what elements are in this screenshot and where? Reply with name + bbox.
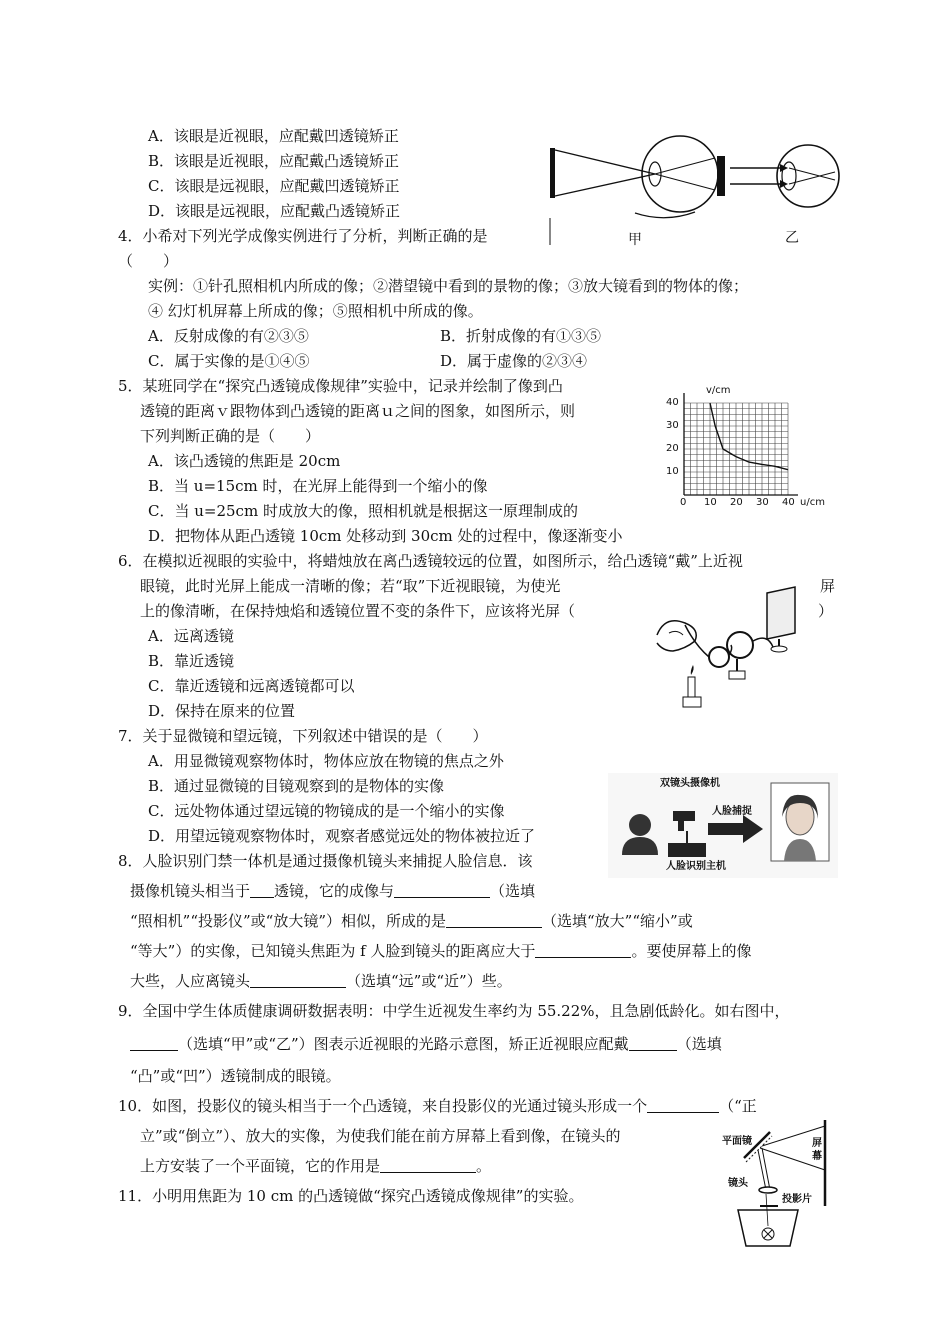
q4-option-b: B．折射成像的有①③⑤ (440, 327, 602, 345)
chart-xtick: 10 (704, 497, 717, 508)
q5-stem-2: 透镜的距离ｖ跟物体到凸透镜的距离ｕ之间的图象，如图所示，则 (140, 402, 576, 420)
fig-lens-label: 镜头 (728, 1178, 748, 1189)
projector-figure (722, 1118, 840, 1250)
q6-option-c: C．靠近透镜和远离透镜都可以 (148, 677, 355, 695)
chart-xtick: 20 (730, 497, 743, 508)
q7-option-b: B．通过显微镜的目镜观察到的是物体的实像 (148, 777, 445, 795)
q6-option-a: A．远离透镜 (148, 627, 234, 645)
q8-stem-2: 摄像机镜头相当于 透镜，它的成像与 （选填 (130, 882, 536, 900)
q4-option-d: D．属于虚像的②③④ (440, 352, 588, 370)
q3-option-d: D．该眼是远视眼，应配戴凸透镜矫正 (148, 202, 401, 220)
q4-examples-2: ④ 幻灯机屏幕上所成的像；⑤照相机中所成的像。 (148, 302, 483, 320)
q5-option-a: A．该凸透镜的焦距是 20cm (148, 452, 341, 470)
chart-xlabel: u/cm (800, 497, 825, 508)
blank[interactable] (250, 883, 274, 898)
q7-stem: 7．关于显微镜和望远镜，下列叙述中错误的是（ ） (118, 727, 488, 745)
q8-stem-5: 大些，人应离镜头 （选填“远”或“近”）些。 (130, 972, 512, 990)
q10-stem-2: 立”或“倒立”）、放大的实像，为使我们能在前方屏幕上看到像，在镜头的 (140, 1127, 621, 1145)
chart-ytick: 10 (666, 466, 679, 477)
q7-option-a: A．用显微镜观察物体时，物体应放在物镜的焦点之外 (148, 752, 504, 770)
q5-option-c: C．当 u=25cm 时成放大的像，照相机就是根据这一原理制成的 (148, 502, 578, 520)
chart-xtick: 40 (782, 497, 795, 508)
q4-stem: 4．小希对下列光学成像实例进行了分析，判断正确的是 (118, 227, 488, 245)
q6-option-b: B．靠近透镜 (148, 652, 235, 670)
blank[interactable] (250, 973, 346, 988)
chart-ylabel: v/cm (706, 385, 731, 396)
q4-examples-1: 实例：①针孔照相机内所成的像；②潜望镜中看到的景物的像；③放大镜看到的物体的像； (148, 277, 749, 295)
face-recognition-figure (608, 773, 838, 878)
fig-slide-label: 投影片 (782, 1194, 812, 1205)
blank[interactable] (394, 883, 490, 898)
q4-paren: （ ） (118, 252, 179, 270)
q6-stem-2b: 屏 (820, 577, 836, 595)
q6-stem-2: 眼镜，此时光屏上能成一清晰的像；若“取”下近视眼镜，为使光 (140, 577, 561, 595)
fig-host-label: 人脸识别主机 (666, 861, 726, 872)
chart-xtick: 30 (756, 497, 769, 508)
q5-option-b: B．当 u=15cm 时，在光屏上能得到一个缩小的像 (148, 477, 488, 495)
eye-figure (545, 128, 845, 250)
fig-label-yi: 乙 (785, 230, 799, 246)
chart-ytick: 40 (666, 397, 679, 408)
blank[interactable] (647, 1098, 719, 1113)
q10-stem-1: 10．如图，投影仪的镜头相当于一个凸透镜，来自投影仪的光通过镜头形成一个 （“正 (118, 1097, 757, 1115)
fig-screen-label: 屏 (812, 1138, 822, 1149)
blank[interactable] (629, 1036, 677, 1051)
blank[interactable] (535, 943, 631, 958)
q6-stem-1: 6．在模拟近视眼的实验中，将蜡烛放在离凸透镜较远的位置，如图所示，给凸透镜“戴”上近视 (118, 552, 743, 570)
q6-stem-3b: ） (818, 602, 834, 620)
q9-stem-3: “凸”或“凹”）透镜制成的眼镜。 (130, 1067, 341, 1085)
q4-option-a: A．反射成像的有②③⑤ (148, 327, 309, 345)
chart-xtick: 0 (680, 497, 687, 508)
chart-ytick: 20 (666, 443, 679, 454)
q10-stem-3: 上方安装了一个平面镜，它的作用是 。 (140, 1157, 492, 1175)
q4-option-c: C．属于实像的是①④⑤ (148, 352, 310, 370)
fig-capture-label: 人脸捕捉 (712, 806, 752, 817)
vu-chart (660, 385, 835, 515)
fig-label-jia: 甲 (628, 232, 642, 248)
fig-mirror-label: 平面镜 (722, 1136, 752, 1147)
q9-stem-1: 9．全国中学生体质健康调研数据表明：中学生近视发生率约为 55.22%，且急剧低龄化。如右图中， (118, 1002, 790, 1020)
q9-stem-2: （选填“甲”或“乙”）图表示近视眼的光路示意图，矫正近视眼应配戴 （选填 (130, 1034, 722, 1054)
myopia-experiment-figure (655, 585, 830, 715)
q6-stem-3: 上的像清晰，在保持烛焰和透镜位置不变的条件下，应该将光屏（ (140, 602, 576, 620)
q7-option-c: C．远处物体通过望远镜的物镜成的是一个缩小的实像 (148, 802, 505, 820)
blank[interactable] (380, 1158, 476, 1173)
q5-stem-3: 下列判断正确的是（ ） (140, 427, 321, 445)
q7-option-d: D．用望远镜观察物体时，观察者感觉远处的物体被拉近了 (148, 827, 536, 845)
q3-option-c: C．该眼是远视眼，应配戴凹透镜矫正 (148, 177, 400, 195)
q5-stem-1: 5．某班同学在“探究凸透镜成像规律”实验中，记录并绘制了像到凸 (118, 377, 563, 395)
chart-ytick: 30 (666, 420, 679, 431)
blank[interactable] (130, 1036, 178, 1051)
q6-option-d: D．保持在原来的位置 (148, 702, 296, 720)
fig-cam-label: 双镜头摄像机 (660, 778, 720, 789)
q8-stem-4: “等大”）的实像，已知镜头焦距为 f 人脸到镜头的距离应大于 。要使屏幕上的像 (130, 942, 752, 960)
q3-option-b: B．该眼是近视眼，应配戴凸透镜矫正 (148, 152, 400, 170)
q8-stem-3: “照相机”“投影仪”或“放大镜”）相似，所成的是 （选填“放大”“缩小”或 (130, 912, 693, 930)
q11-stem: 11．小明用焦距为 10 cm 的凸透镜做“探究凸透镜成像规律”的实验。 (118, 1187, 584, 1205)
q3-option-a: A．该眼是近视眼，应配戴凹透镜矫正 (148, 127, 399, 145)
fig-screen-label: 幕 (812, 1151, 822, 1162)
blank[interactable] (446, 913, 542, 928)
q5-option-d: D．把物体从距凸透镜 10cm 处移动到 30cm 处的过程中，像逐渐变小 (148, 527, 623, 545)
q8-stem-1: 8．人脸识别门禁一体机是通过摄像机镜头来捕捉人脸信息．该 (118, 852, 533, 870)
